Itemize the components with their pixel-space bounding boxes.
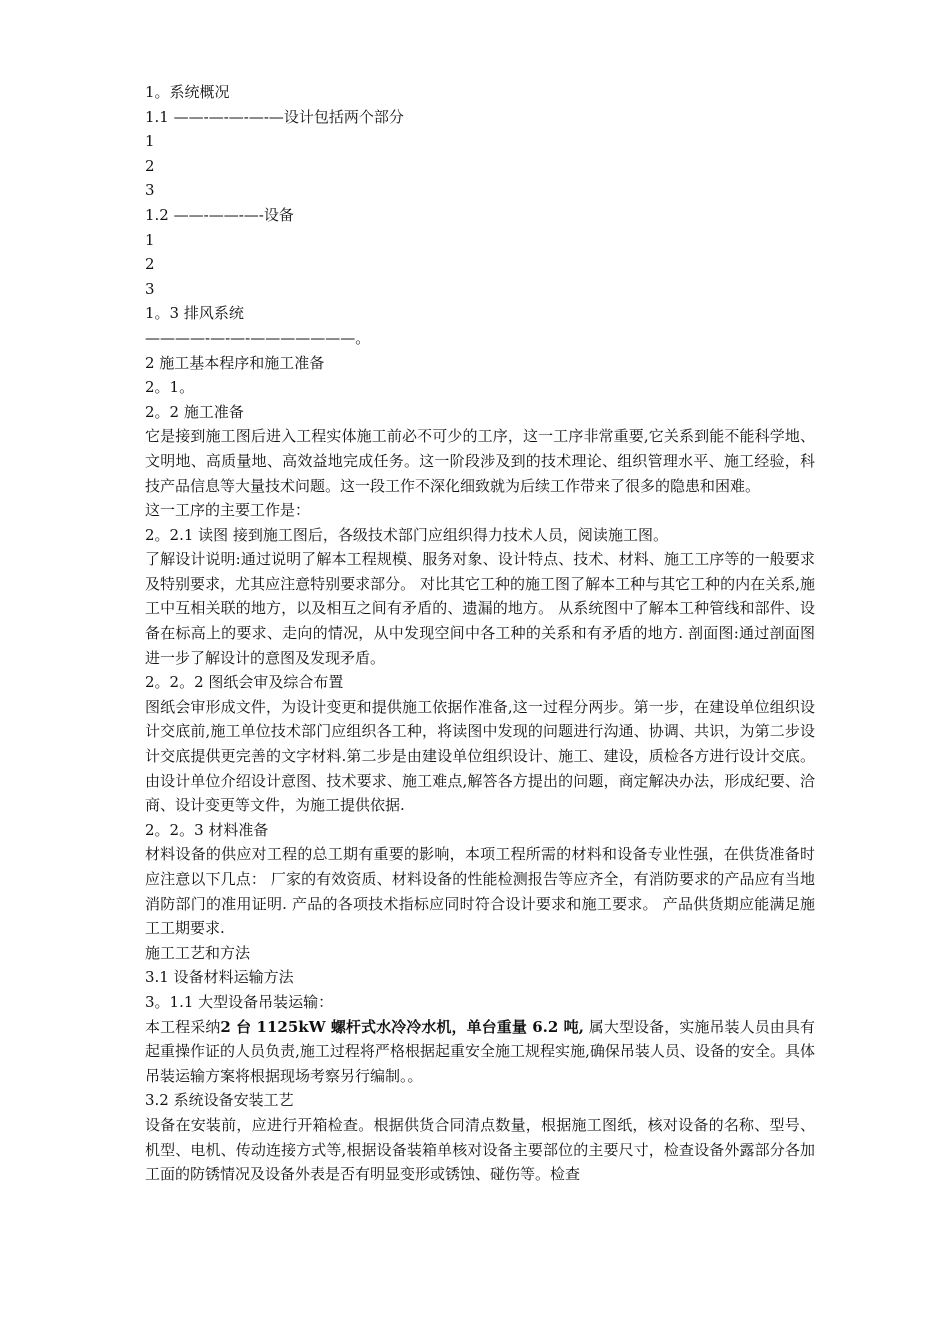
paragraph-equipment-install: 设备在安装前，应进行开箱检查。根据供货合同清点数量，根据施工图纸，核对设备的名称、型号、机型、电机、传动连接方式等,根据设备装箱单核对设备主要部位的主要尺寸，检查设备外露部分各加工面的防锈情况及设备外表是否有明显变形或锈蚀、碰伤等。检查 bbox=[145, 1115, 815, 1184]
subsection-heading-3-2: 3.2 系统设备安装工艺 bbox=[145, 1091, 294, 1110]
section-heading-3: 施工工艺和方法 bbox=[145, 943, 251, 962]
subsection-heading-2-2-1: 2。2.1 读图 接到施工图后，各级技术部门应组织得力技术人员，阅读施工图。 bbox=[145, 525, 668, 544]
hoisting-text-post: 属大型设备，实施吊装人员由具有起重操作证的人员负责,施工过程将严格根据起重安全施工规程实施,确保吊装人员、设备的安全。具体吊装运输方案将根据现场考察另行编制。。 bbox=[145, 1017, 815, 1085]
subsection-heading-1-1: 1.1 ——-—-—-—-—设计包括两个部分 bbox=[145, 107, 404, 126]
hoisting-text-pre: 本工程采纳 bbox=[145, 1017, 221, 1036]
dash-line: ————-—-—-———————。 bbox=[145, 328, 371, 347]
paragraph-read-drawings: 了解设计说明:通过说明了解本工程规模、服务对象、设计特点、技术、材料、施工工序等的一般要求及特别要求，尤其应注意特别要求部分。 对比其它工种的施工图了解本工种与其它工种的内在关系,施工中互相关联的地方，以及相互之间有矛盾的、遗漏的地方。 从系统图中了解本工种管线和部件、设备在标高上的要求、走向的情况，从中发现空间中各工种的关系和有矛盾的地方. 剖面图:通过剖面图进一步了解设计的意图及发现矛盾。 bbox=[145, 550, 815, 667]
list-number: 2 bbox=[145, 156, 155, 175]
subsection-heading-3-1: 3.1 设备材料运输方法 bbox=[145, 968, 294, 987]
section-heading-1: 1。系统概况 bbox=[145, 83, 230, 101]
subsection-heading-2-1: 2。1。 bbox=[145, 378, 195, 397]
list-number: 1 bbox=[145, 132, 155, 151]
main-work-intro: 这一工序的主要工作是： bbox=[145, 501, 311, 520]
document-page bbox=[145, 80, 815, 1187]
list-number: 2 bbox=[145, 255, 155, 274]
subsection-heading-2-2-2: 2。2。2 图纸会审及综合布置 bbox=[145, 673, 344, 692]
list-number: 1 bbox=[145, 230, 155, 249]
subsection-heading-2-2-3: 2。2。3 材料准备 bbox=[145, 820, 269, 839]
list-number: 3 bbox=[145, 181, 155, 200]
paragraph-hoisting bbox=[145, 1015, 815, 1089]
paragraph-construction-prep: 它是接到施工图后进入工程实体施工前必不可少的工序，这一工序非常重要,它关系到能不能科学地、文明地、高质量地、高效益地完成任务。这一阶段涉及到的技术理论、组织管理水平、施工经验，科技产品信息等大量技术问题。这一段工作不深化细致就为后续工作带来了很多的隐患和困难。 bbox=[145, 427, 815, 495]
paragraph-drawing-review: 图纸会审形成文件，为设计变更和提供施工依据作准备,这一过程分两步。第一步，在建设单位组织设计交底前,施工单位技术部门应组织各工种，将读图中发现的问题进行沟通、协调、共识，为第二步设计交底提供更完善的文字材料.第二步是由建设单位组织设计、施工、建设，质检各方进行设计交底。由设计单位介绍设计意图、技术要求、施工难点,解答各方提出的问题，商定解决办法，形成纪要、洽商、设计变更等文件，为施工提供依据. bbox=[145, 697, 815, 815]
subsection-heading-1-3: 1。3 排风系统 bbox=[145, 304, 244, 323]
paragraph-material-prep: 材料设备的供应对工程的总工期有重要的影响，本项工程所需的材料和设备专业性强，在供货准备时应注意以下几点： 厂家的有效资质、材料设备的性能检测报告等应齐全，有消防要求的产品应有当地消防部门的准用证明. 产品的各项技术指标应同时符合设计要求和施工要求。 产品供货期应能满足施工工期要求. bbox=[145, 845, 815, 938]
hoisting-text-bold: 2 台 1125kW 螺杆式水冷冷水机，单台重量 6.2 吨, bbox=[220, 1017, 584, 1036]
subsection-heading-1-2: 1.2 ——-——-—-设备 bbox=[145, 205, 294, 224]
subsection-heading-3-1-1: 3。1.1 大型设备吊装运输： bbox=[145, 992, 334, 1011]
subsection-heading-2-2: 2。2 施工准备 bbox=[145, 402, 244, 421]
section-heading-2: 2 施工基本程序和施工准备 bbox=[145, 353, 325, 372]
list-number: 3 bbox=[145, 279, 155, 298]
